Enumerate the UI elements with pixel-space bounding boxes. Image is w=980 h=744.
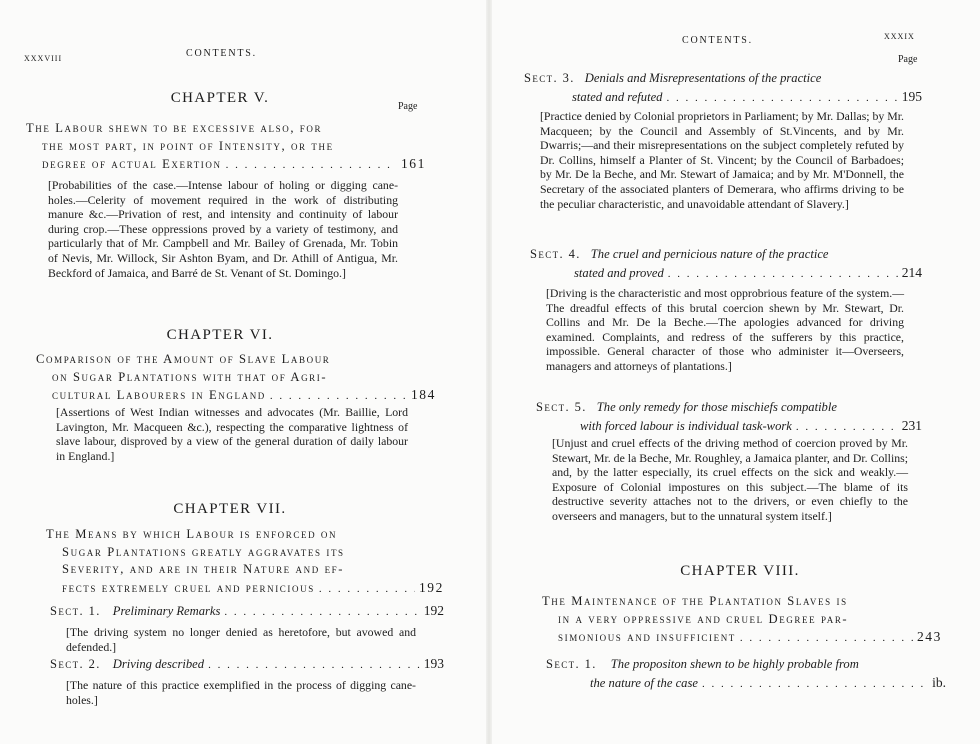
page-ref: 192 [418, 579, 444, 595]
section-line [50, 602, 444, 622]
section-label: Sect. 2. [50, 657, 101, 671]
description-text: [Unjust and cruel effects of the driving method of coercion proved by Mr. Stewart, Mr. de la Beche, Mr. Roughley, a Jamaica planter, and Dr. Collins; and, by the latter especially, its cruel effects on the sick and weakly.—Exposure of Colonial impostures on this subject.—The blame of its destructive severity attaches not to the drivers, or even chiefly to the overseers and managers, but to the unnatural system itself.] [552, 436, 908, 523]
section-entry [536, 399, 922, 436]
section-description [552, 436, 908, 524]
section-label: Sect. 4. [530, 247, 581, 261]
section-entry [530, 246, 922, 283]
dot-leader [666, 90, 897, 108]
title-line: Comparison of the Amount of Slave Labour [36, 352, 331, 366]
title-line: the most part, in point of Intensity, or the [42, 138, 334, 153]
page-ref: 161 [400, 156, 426, 171]
dot-leader [668, 266, 898, 284]
section-entry [546, 656, 946, 693]
description-text: [Practice denied by Colonial proprietors in Parliament; by Mr. Dallas; by Mr. Macqueen; by the Council and Assembly of St.Vincents, and by Mr. Dwarris;—and their misrepresentations on the subject completely refuted by Dr. Collins, himself a Planter of St. Vincent; by the Council of Barbadoes; by Mr. De la Beche, and Mr. Stewart of Jamaica; and by Mr. M'Donnell, the Secretary of the associated planters of Demerara, who affirms driving to be the peculiar characteristic, and unavoidable attendant of Slavery.] [540, 109, 904, 211]
title-line: The Means by which Labour is enforced on [46, 527, 338, 541]
section-line [546, 656, 946, 674]
dot-leader [319, 581, 415, 599]
page-label: Page [398, 101, 418, 112]
right-page [490, 0, 980, 744]
section-title: Denials and Misrepresentations of the practice [584, 71, 822, 85]
section-line [524, 70, 922, 88]
section-entry [524, 70, 922, 107]
page-ref: 184 [410, 387, 436, 402]
title-line: in a very oppressive and cruel Degree par- [558, 611, 849, 626]
dot-leader [224, 604, 419, 622]
page-ref: 231 [901, 417, 922, 433]
section-title: the nature of the case [590, 675, 698, 690]
running-head: CONTENTS. [186, 48, 257, 59]
section-line-last [530, 264, 922, 284]
chapter-viii-heading: CHAPTER VIII. [680, 563, 800, 579]
section-title: The cruel and pernicious nature of the practice [590, 247, 829, 261]
page-ref: 214 [901, 264, 922, 280]
page-ref: 192 [423, 603, 444, 618]
section-title: Driving described [112, 657, 205, 671]
title-line-last [26, 155, 426, 175]
dot-leader [208, 657, 420, 675]
section-title: The only remedy for those mischiefs compatible [596, 400, 837, 414]
chapter-vi-title [36, 351, 436, 406]
title-line: Severity, and are in their Nature and ef- [62, 562, 345, 576]
chapter-vi-description [56, 405, 408, 463]
chapter-v-description [48, 178, 398, 280]
page-label: Page [898, 54, 918, 65]
section-line-last [524, 88, 922, 108]
description-text: [The driving system no longer denied as heretofore, but avowed and defended.] [66, 625, 416, 654]
dot-leader [226, 157, 397, 175]
section-title: Preliminary Remarks [112, 604, 221, 618]
title-line: The Labour shewn to be excessive also, for [26, 121, 323, 135]
section-title: The propositon shewn to be highly probable from [610, 657, 859, 671]
section-title: with forced labour is individual task-work [580, 418, 792, 433]
description-text: [Probabilities of the case.—Intense labour of holing or digging cane-holes.—Celerity of movement required in the work of distributing manure &c.—Privation of rest, and intensity and continuity of labour during crop.—These oppressions proved by a variety of testimony, and particularly that of Mr. Campbell and Mr. Bailey of Grenada, Mr. Tobin of Nevis, Mr. Willock, Sir Ashton Byam, and Dr. Athill of Antigua, Mr. Beckford of Jamaica, and Barré de St. Venant of St. Domingo.] [48, 178, 398, 280]
title-line-last [46, 579, 444, 599]
section-description [540, 109, 904, 211]
page-ref: 195 [901, 88, 922, 104]
title-line-text: cultural Labourers in England [52, 388, 266, 402]
title-line-text: simonious and insufficient [558, 630, 736, 644]
dot-leader [796, 419, 898, 437]
section-entry [50, 655, 444, 675]
section-line [50, 655, 444, 675]
description-text: [Assertions of West Indian witnesses and advocates (Mr. Baillie, Lord Lavington, Mr. Macqueen &c.), respecting the comparative lightness of slave labour, disproved by a view of the general duration of daily labour in England.] [56, 405, 408, 463]
description-text: [Driving is the characteristic and most opprobrious feature of the system.—The dreadful effects of this brutal coercion shewn by Mr. Stewart, Dr. Collins and Mr. De la Beche.—The apologies advanced for driving examined. Complaints, and redress of the sufferers by this practice, impossible. General character of those who administer it—Overseers, managers and attorneys of plantations.] [546, 286, 904, 373]
section-title: stated and refuted [572, 89, 663, 104]
section-description [66, 625, 416, 654]
title-line-text: fects extremely cruel and pernicious [62, 580, 315, 595]
page-number: xxxviii [24, 52, 63, 64]
section-title: stated and proved [574, 265, 664, 280]
dot-leader [270, 388, 407, 406]
page-ref: 193 [423, 656, 444, 671]
section-label: Sect. 1. [546, 657, 597, 671]
dot-leader [702, 676, 928, 694]
title-line-last [36, 386, 436, 406]
section-label: Sect. 3. [524, 71, 575, 85]
section-line [530, 246, 922, 264]
page-number: xxxix [884, 30, 915, 42]
dot-leader [740, 630, 913, 648]
chapter-vii-title [46, 526, 444, 598]
page-ref: 243 [916, 629, 942, 644]
section-line-last [536, 417, 922, 437]
chapter-vi-heading: CHAPTER VI. [166, 327, 274, 343]
title-line-text: degree of actual Exertion [42, 157, 222, 171]
title-line: on Sugar Plantations with that of Agri- [52, 369, 328, 384]
section-description [546, 286, 904, 374]
running-head: CONTENTS. [682, 35, 753, 46]
section-line-last [546, 674, 946, 694]
page-ref: ib. [932, 674, 946, 690]
section-entry [50, 602, 444, 622]
title-line: Sugar Plantations greatly aggravates its [62, 544, 345, 559]
chapter-v-title [26, 120, 426, 175]
section-label: Sect. 5. [536, 400, 587, 414]
description-text: [The nature of this practice exemplified in the process of digging cane-holes.] [66, 678, 416, 707]
section-description [66, 678, 416, 707]
chapter-v-heading: CHAPTER V. [170, 90, 270, 106]
section-label: Sect. 1. [50, 604, 101, 618]
chapter-vii-heading: CHAPTER VII. [173, 501, 287, 517]
chapter-viii-title [542, 593, 942, 648]
title-line-last [542, 628, 942, 648]
section-line [536, 399, 922, 417]
title-line: The Maintenance of the Plantation Slaves is [542, 594, 848, 608]
